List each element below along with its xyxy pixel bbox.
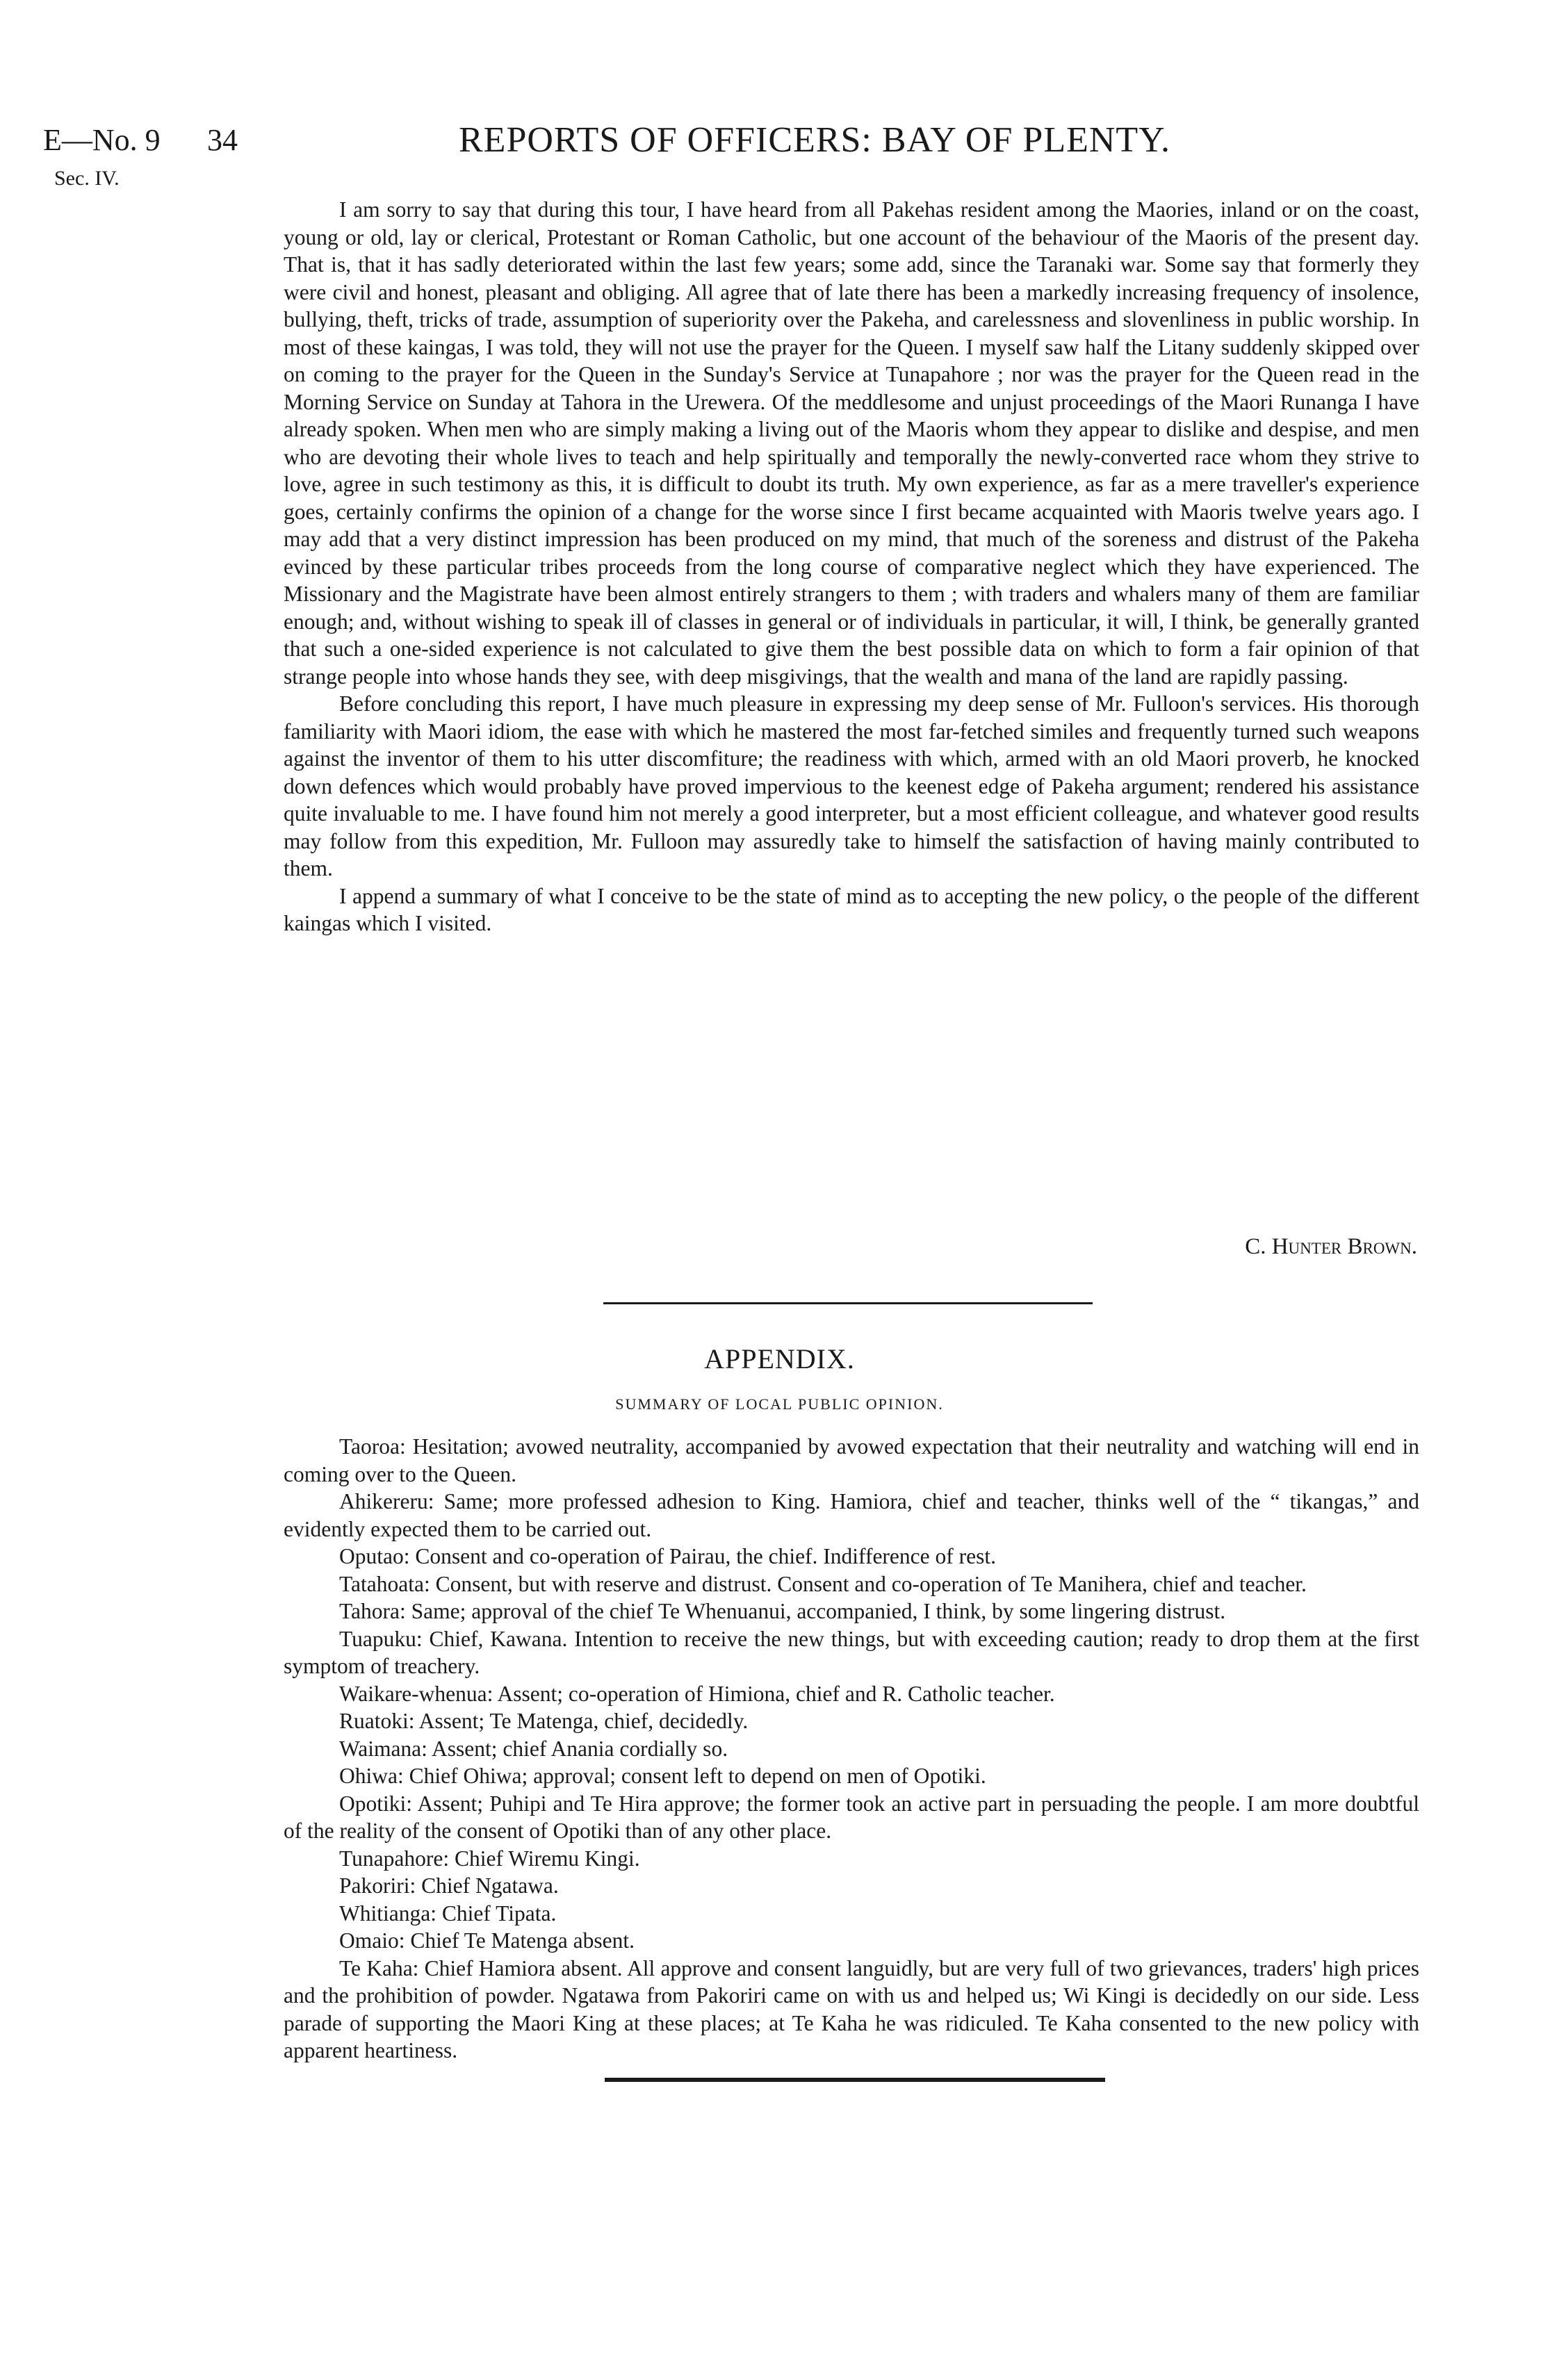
page-number: 34 (207, 123, 238, 157)
appendix-entry: Taoroa: Hesitation; avowed neutrality, accompanied by avowed expectation that their neutrality and watching will end in coming over to the Queen. (284, 1434, 1419, 1486)
end-rule (605, 2078, 1105, 2082)
margin-reference: E—No. 9 (43, 123, 161, 157)
report-paragraph: I append a summary of what I conceive to be the state of mind as to accepting the new policy, o the people of the different kaingas which I visited. (284, 883, 1419, 935)
margin-section: Sec. IV. (54, 167, 120, 190)
appendix-entry: Tuapuku: Chief, Kawana. Intention to receive the new things, but with exceeding caution; ready to drop them at the first symptom of treachery. (284, 1626, 1419, 1678)
appendix-entry: Waimana: Assent; chief Anania cordially so. (339, 1736, 728, 1761)
appendix-subtitle: SUMMARY OF LOCAL PUBLIC OPINION. (615, 1395, 944, 1413)
appendix-entry: Ahikereru: Same; more professed adhesion to King. Hamiora, chief and teacher, thinks well of the “ tikangas,” and evidently expected them to be carried out. (284, 1489, 1419, 1541)
appendix-entry: Whitianga: Chief Tipata. (339, 1901, 557, 1926)
appendix-entry: Tunapahore: Chief Wiremu Kingi. (339, 1846, 640, 1871)
appendix-entry: Ruatoki: Assent; Te Matenga, chief, decidedly. (339, 1709, 749, 1733)
appendix-entry: Tahora: Same; approval of the chief Te Whenuanui, accompanied, I think, by some lingering distrust. (339, 1599, 1226, 1623)
appendix-entry: Oputao: Consent and co-operation of Pairau, the chief. Indifference of rest. (339, 1544, 996, 1568)
appendix-entry: Ohiwa: Chief Ohiwa; approval; consent left to depend on men of Opotiki. (339, 1764, 986, 1788)
appendix-entry: Opotiki: Assent; Puhipi and Te Hira approve; the former took an active part in persuading the people. I am more doubtful of the reality of the consent of Opotiki than of any other place. (284, 1791, 1419, 1843)
signature: C. Hunter Brown. (1245, 1234, 1417, 1259)
appendix-entry: Pakoriri: Chief Ngatawa. (339, 1873, 559, 1898)
report-paragraph: I am sorry to say that during this tour, I have heard from all Pakehas resident among the Maories, inland or on the coast, young or old, lay or clerical, Protestant or Roman Catholic, but one account of the behaviour of the Maoris of the present day. That is, that it has sadly deteriorated within the last few years; some add, since the Taranaki war. Some say that formerly they were civil and honest, pleasant and obliging. All agree that of late there has been a markedly increasing frequency of insolence, bullying, theft, tricks of trade, assumption of superiority over the Pakeha, and carelessness and slovenliness in public worship. In most of these kaingas, I was told, they will not use the prayer for the Queen. I myself saw half the Litany suddenly skipped over on coming to the prayer for the Queen in the Sunday's Service at Tunapahore ; nor was the prayer for the Queen read in the Morning Service on Sunday at Tahora in the Urewera. Of the meddlesome and unjust proceedings of the Maori Runanga I have already spoken. When men who are simply making a living out of the Maoris whom they appear to dislike and despise, and men who are devoting their whole lives to teach and help spiritually and temporally the newly-converted race whom they strive to love, agree in such testimony as this, it is difficult to doubt its truth. My own experience, as far as a mere traveller's experience goes, certainly confirms the opinion of a change for the worse since I first became acquainted with Maoris twelve years ago. I may add that a very distinct impression has been produced on my mind, that much of the soreness and distrust of the Pakeha evinced by these particular tribes proceeds from the long course of comparative neglect which they have experienced. The Missionary and the Magistrate have been almost entirely strangers to them ; with traders and whalers many of them are familiar enough; and, without wishing to speak ill of classes in general or of individuals in particular, it will, I think, be generally granted that such a one-sided experience is not calculated to give them the best possible data on which to form a fair opinion of that strange people into whose hands they see, with deep misgivings, that the wealth and mana of the land are rapidly passing. (284, 197, 1419, 689)
appendix-list (284, 1433, 1419, 2065)
section-divider (603, 1302, 1093, 1304)
appendix-entry: Waikare-whenua: Assent; co-operation of Himiona, chief and R. Catholic teacher. (339, 1681, 1055, 1706)
report-paragraph: Before concluding this report, I have much pleasure in expressing my deep sense of Mr. Fulloon's services. His thorough familiarity with Maori idiom, the ease with which he mastered the most far-fetched similes and frequently turned such weapons against the inventor of them to his utter discomfiture; the readiness with which, armed with an old Maori proverb, he knocked down defences which would probably have proved impervious to the keenest edge of Pakeha argument; rendered his assistance quite invaluable to me. I have found him not merely a good interpreter, but a most efficient colleague, and whatever good results may follow from this expedition, Mr. Fulloon may assuredly take to himself the satisfaction of having mainly contributed to them. (284, 691, 1419, 880)
appendix-entry: Omaio: Chief Te Matenga absent. (339, 1928, 635, 1953)
appendix-entry: Te Kaha: Chief Hamiora absent. All approve and consent languidly, but are very full of two grievances, traders' high prices and the prohibition of powder. Ngatawa from Pakoriri came on with us and helped us; Wi Kingi is decidedly on our side. Less parade of supporting the Maori King at these places; at Te Kaha he was ridiculed. Te Kaha consented to the new policy with apparent heartiness. (284, 1955, 1419, 2062)
appendix-title: APPENDIX. (704, 1343, 855, 1374)
report-body (284, 196, 1419, 937)
appendix-entry: Tatahoata: Consent, but with reserve and distrust. Consent and co-operation of Te Manihera, chief and teacher. (339, 1571, 1307, 1596)
running-head: REPORTS OF OFFICERS: BAY OF PLENTY. (459, 120, 1171, 160)
